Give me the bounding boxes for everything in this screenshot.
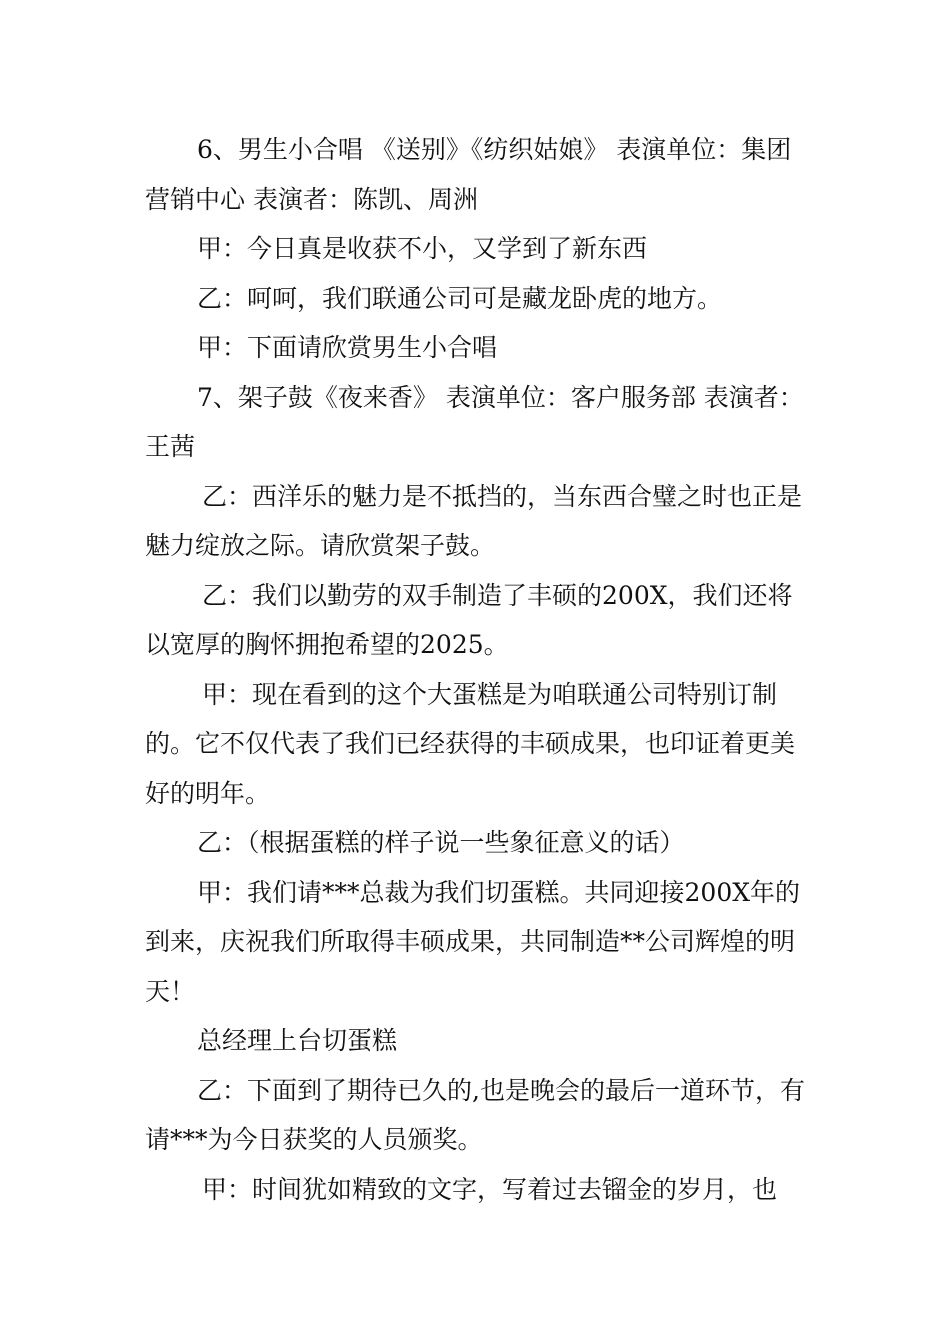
paragraph-9: 乙：（根据蛋糕的样子说一些象征意义的话） (197, 828, 685, 857)
paragraph-13: 甲：时间犹如精致的文字，写着过去镏金的岁月，也 (202, 1174, 778, 1204)
paragraph-5: 7、架子鼓《夜来香》 表演单位：客户服务部 表演者：王茜 (145, 382, 804, 461)
paragraph-4: 甲：下面请欣赏男生小合唱 (197, 333, 498, 362)
document-body (145, 125, 810, 1214)
paragraph-6: 乙：西洋乐的魅力是不抵挡的，当东西合璧之时也正是魅力绽放之际。请欣赏架子鼓。 (145, 481, 803, 560)
paragraph-1: 6、男生小合唱 《送别》《纺织姑娘》 表演单位：集团营销中心 表演者：陈凯、周洲 (145, 135, 792, 214)
paragraph-8: 甲：现在看到的这个大蛋糕是为咱联通公司特别订制的。它不仅代表了我们已经获得的丰硕成果，也印证着更美好的明年。 (145, 679, 796, 808)
paragraph-2: 甲：今日真是收获不小，又学到了新东西 (197, 234, 648, 263)
paragraph-7: 乙：我们以勤劳的双手制造了丰硕的200X，我们还将以宽厚的胸怀拥抱希望的2025。 (145, 580, 793, 659)
paragraph-11: 总经理上台切蛋糕 (197, 1026, 398, 1055)
paragraph-10: 甲：我们请***总裁为我们切蛋糕。共同迎接200X年的到来，庆祝我们所取得丰硕成果，共同制造**公司辉煌的明天！ (145, 877, 801, 1006)
paragraph-12: 乙：下面到了期待已久的,也是晚会的最后一道环节，有请***为今日获奖的人员颁奖。 (145, 1075, 805, 1154)
paragraph-3: 乙：呵呵，我们联通公司可是藏龙卧虎的地方。 (197, 283, 723, 313)
